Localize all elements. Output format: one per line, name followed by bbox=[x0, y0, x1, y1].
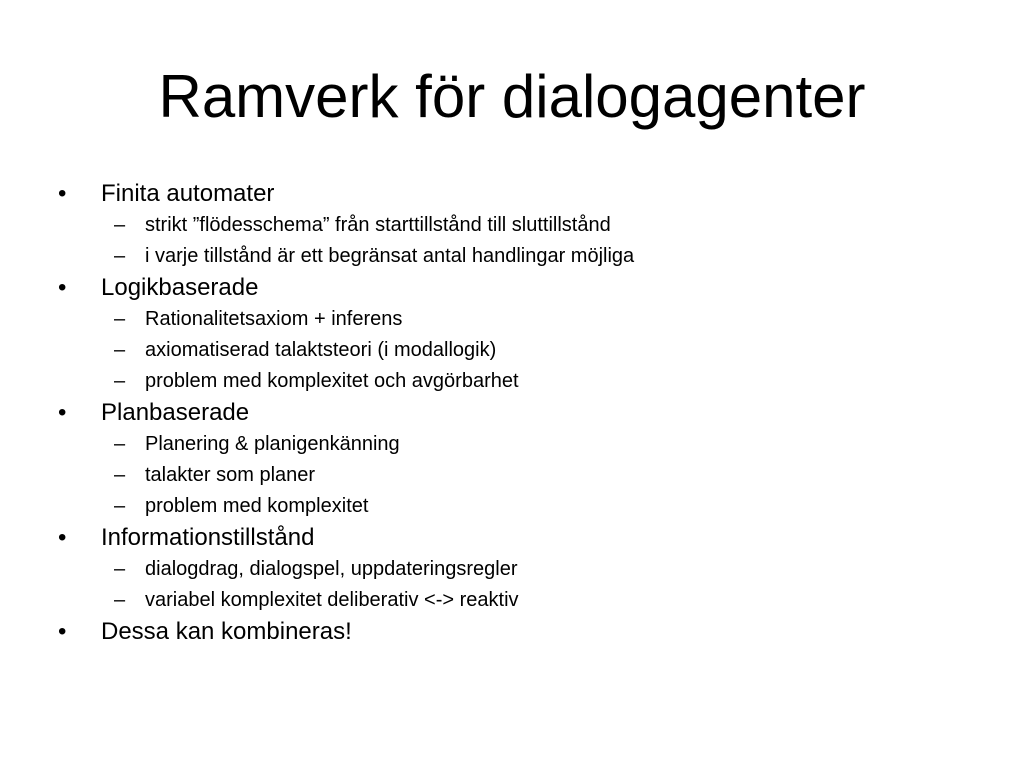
bullet-item bbox=[58, 522, 998, 554]
sub-bullet-item bbox=[58, 335, 998, 366]
dash-icon: – bbox=[114, 464, 126, 486]
dash-icon: – bbox=[114, 589, 126, 611]
bullet-text: Logikbaserade bbox=[101, 274, 259, 301]
bullet-icon: • bbox=[58, 524, 67, 551]
sub-bullet-text: problem med komplexitet och avgörbarhet bbox=[145, 370, 519, 392]
sub-bullet-item bbox=[58, 429, 998, 460]
bullet-item bbox=[58, 272, 998, 304]
dash-icon: – bbox=[114, 495, 126, 517]
sub-bullet-text: variabel komplexitet deliberativ <-> reaktiv bbox=[145, 589, 519, 611]
bullet-text: Finita automater bbox=[101, 180, 275, 207]
bullet-icon: • bbox=[58, 618, 67, 645]
sub-bullet-item bbox=[58, 460, 998, 491]
bullet-item bbox=[58, 616, 998, 648]
sub-bullet-item bbox=[58, 304, 998, 335]
sub-bullet-item bbox=[58, 491, 998, 522]
sub-bullet-item bbox=[58, 554, 998, 585]
sub-bullet-text: strikt ”flödesschema” från starttillstånd till sluttillstånd bbox=[145, 214, 611, 236]
bullet-text: Informationstillstånd bbox=[101, 524, 315, 551]
sub-bullet-text: i varje tillstånd är ett begränsat antal handlingar möjliga bbox=[145, 245, 635, 267]
sub-bullet-text: Planering & planigenkänning bbox=[145, 433, 400, 455]
bullet-item bbox=[58, 397, 998, 429]
sub-bullet-text: problem med komplexitet bbox=[145, 495, 369, 517]
bullet-icon: • bbox=[58, 399, 67, 426]
bullet-list bbox=[58, 178, 998, 648]
slide-title: Ramverk för dialogagenter bbox=[158, 63, 866, 130]
dash-icon: – bbox=[114, 433, 126, 455]
sub-bullet-item bbox=[58, 585, 998, 616]
sub-bullet-text: talakter som planer bbox=[145, 464, 316, 486]
sub-bullet-item bbox=[58, 241, 998, 272]
sub-bullet-item bbox=[58, 210, 998, 241]
sub-bullet-text: Rationalitetsaxiom + inferens bbox=[145, 308, 403, 330]
bullet-icon: • bbox=[58, 180, 67, 207]
dash-icon: – bbox=[114, 370, 126, 392]
bullet-item bbox=[58, 178, 998, 210]
bullet-text: Dessa kan kombineras! bbox=[101, 618, 352, 645]
sub-bullet-text: dialogdrag, dialogspel, uppdateringsregler bbox=[145, 558, 518, 580]
dash-icon: – bbox=[114, 339, 126, 361]
sub-bullet-text: axiomatiserad talaktsteori (i modallogik) bbox=[145, 339, 497, 361]
sub-bullet-item bbox=[58, 366, 998, 397]
dash-icon: – bbox=[114, 214, 126, 236]
dash-icon: – bbox=[114, 558, 126, 580]
dash-icon: – bbox=[114, 245, 126, 267]
bullet-text: Planbaserade bbox=[101, 399, 250, 426]
bullet-icon: • bbox=[58, 274, 67, 301]
dash-icon: – bbox=[114, 308, 126, 330]
